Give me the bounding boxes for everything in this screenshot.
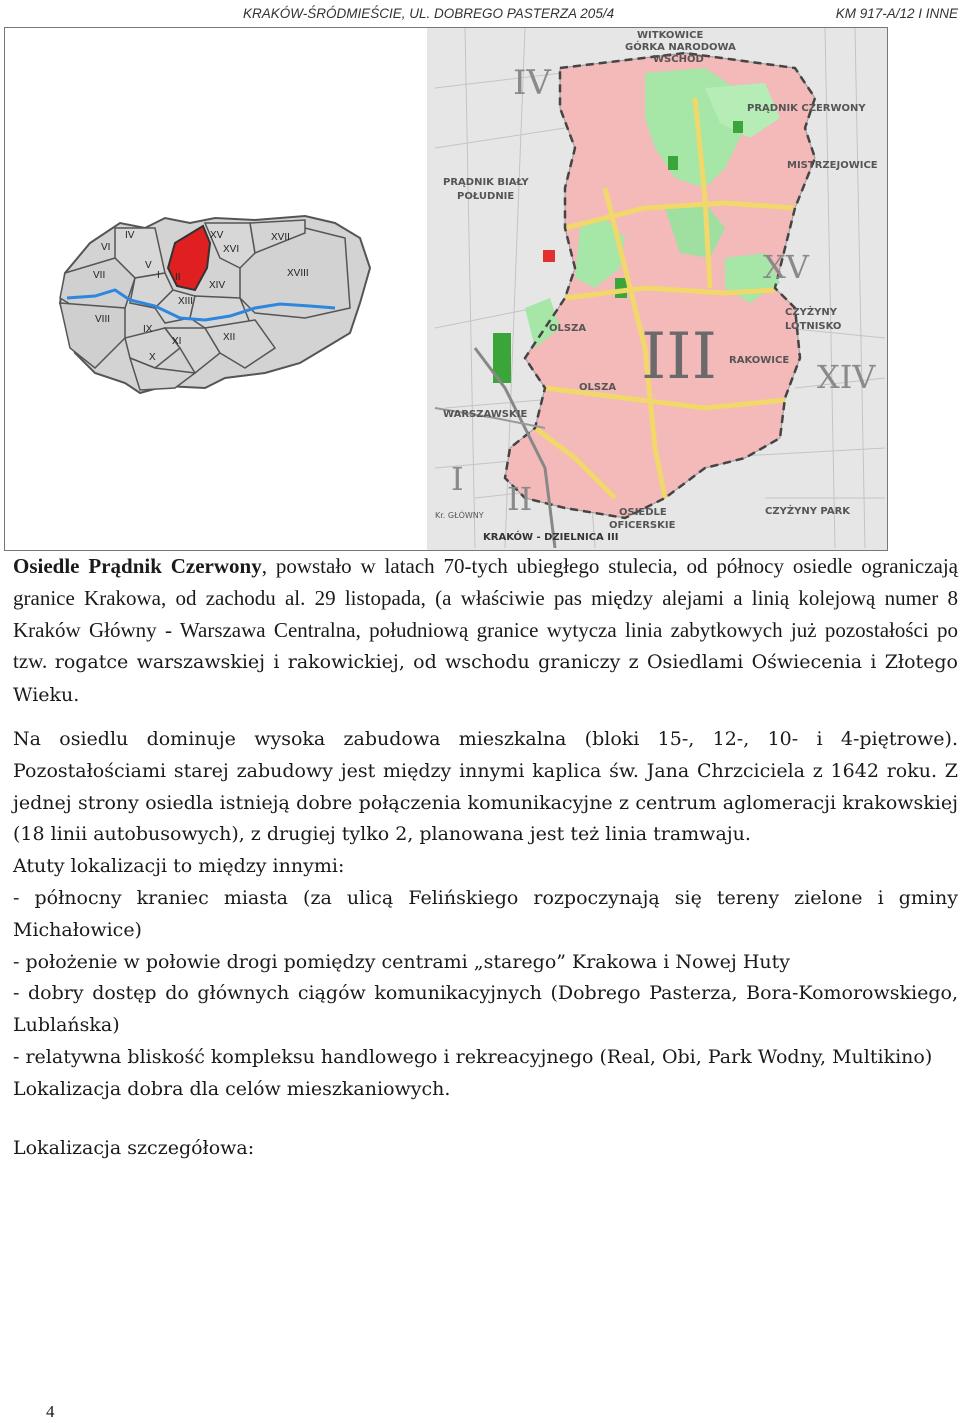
map-label: WARSZAWSKIE <box>443 409 528 420</box>
map-label: PRĄDNIK CZERWONY <box>747 103 866 114</box>
district-label: XVI <box>223 244 240 255</box>
map-label: PRĄDNIK BIAŁY <box>443 177 529 188</box>
advantage-item: - położenie w połowie drogi pomiędzy centrami „starego” Krakowa i Nowej Huty <box>13 950 791 973</box>
description-section <box>13 714 958 1164</box>
intro-text-tail: rogatce warszawskiej i rakowickiej, od wschodu graniczy z Osiedlami Oświecenia i Złotego Wieku. <box>13 651 958 707</box>
map-roman-label: III <box>641 320 717 394</box>
district-label: II <box>175 272 181 283</box>
map-legend-title: KRAKÓW - DZIELNICA III <box>483 532 619 543</box>
header-address: KRAKÓW-ŚRÓDMIEŚCIE, UL. DOBREGO PASTERZA 205/4 <box>243 6 615 21</box>
map-roman-label: II <box>507 480 533 518</box>
map-label: MISTRZEJOWICE <box>787 160 878 171</box>
map-label: GÓRKA NARODOWA <box>625 42 736 53</box>
advantage-item: - dobry dostęp do głównych ciągów komunikacyjnych (Dobrego Pasterza, Bora-Komorowskiego, Lublańska) <box>13 982 958 1037</box>
district-label: XII <box>223 332 236 343</box>
detail-heading: Lokalizacja szczegółowa: <box>13 1136 255 1159</box>
district-label: IX <box>143 324 153 335</box>
map-label: Kr. GŁÓWNY <box>435 511 484 520</box>
district-iii-detail-map <box>427 28 887 550</box>
summary-line: Lokalizacja dobra dla celów mieszkaniowych. <box>13 1077 451 1100</box>
district-label: I <box>157 270 160 281</box>
district-label: VI <box>101 242 111 253</box>
intro-text: , powstało w latach 70-tych ubiegłego stulecia, od północy osiedle ograniczają granice Krakowa, od zachodu al. 29 listopada, (a właściwie pas między alejami a linią kolejową numer 8 Kraków Główny - Warszawa Centralna, południową granice wytycza linia zabytkowych już pozostałości po tzw. <box>13 554 958 674</box>
page-number: 4 <box>46 1402 55 1421</box>
intro-bold-title: Osiedle Prądnik Czerwony <box>13 554 262 578</box>
map-label: CZYŻYNY <box>785 307 837 318</box>
district-label: IV <box>125 230 135 241</box>
district-label: XV <box>210 230 224 241</box>
advantage-item: - relatywna bliskość kompleksu handlowego i rekreacyjnego (Real, Obi, Park Wodny, Multikino) <box>13 1045 933 1068</box>
header-parcel: KM 917-A/12 I INNE <box>835 6 958 21</box>
map-label: OLSZA <box>549 323 587 334</box>
map-label: WITKOWICE <box>637 30 704 41</box>
map-label: OLSZA <box>579 382 617 393</box>
map-label: LOTNISKO <box>785 321 842 332</box>
map-roman-label: I <box>451 460 464 498</box>
district-label: XIII <box>178 296 194 307</box>
map-label: POŁUDNIE <box>457 191 515 202</box>
map-label: CZYŻYNY PARK <box>765 506 851 517</box>
map-label: OSIEDLE <box>619 507 667 518</box>
intro-paragraph <box>13 551 958 712</box>
map-roman-label: XIV <box>817 358 876 396</box>
krakow-districts-overview-map <box>60 216 370 393</box>
district-label: X <box>149 352 156 363</box>
map-roman-label: IV <box>513 63 551 103</box>
map-figure <box>4 27 888 551</box>
map-label: RAKOWICE <box>729 355 790 366</box>
district-label: XVII <box>271 232 290 243</box>
district-label: XVIII <box>287 268 309 279</box>
district-label: VII <box>93 270 106 281</box>
advantage-item: - północny kraniec miasta (za ulicą Felińskiego rozpoczynają się tereny zielone i gminy Michałowice) <box>13 886 958 941</box>
district-label: V <box>145 260 152 271</box>
map-label: WSCHÓD <box>653 54 704 65</box>
page-header <box>0 4 960 24</box>
district-label: VIII <box>95 314 111 325</box>
map-label: OFICERSKIE <box>609 520 676 531</box>
district-label: XI <box>172 336 182 347</box>
district-label: XIV <box>209 280 226 291</box>
advantages-title: Atuty lokalizacji to między innymi: <box>13 855 345 878</box>
description-paragraph: Na osiedlu dominuje wysoka zabudowa mieszkalna (bloki 15-, 12-, 10- i 4-piętrowe). Pozostałościami starej zabudowy jest między innymi kaplica św. Jana Chrzciciela z 1642 roku. Z jednej strony osiedla istnieją dobre połączenia komunikacyjne z centrum aglomeracji krakowskiej (18 linii autobusowych), z drugiej tylko 2, planowana jest też linia tramwaju. <box>13 728 958 846</box>
map-roman-label: XV <box>763 248 809 286</box>
